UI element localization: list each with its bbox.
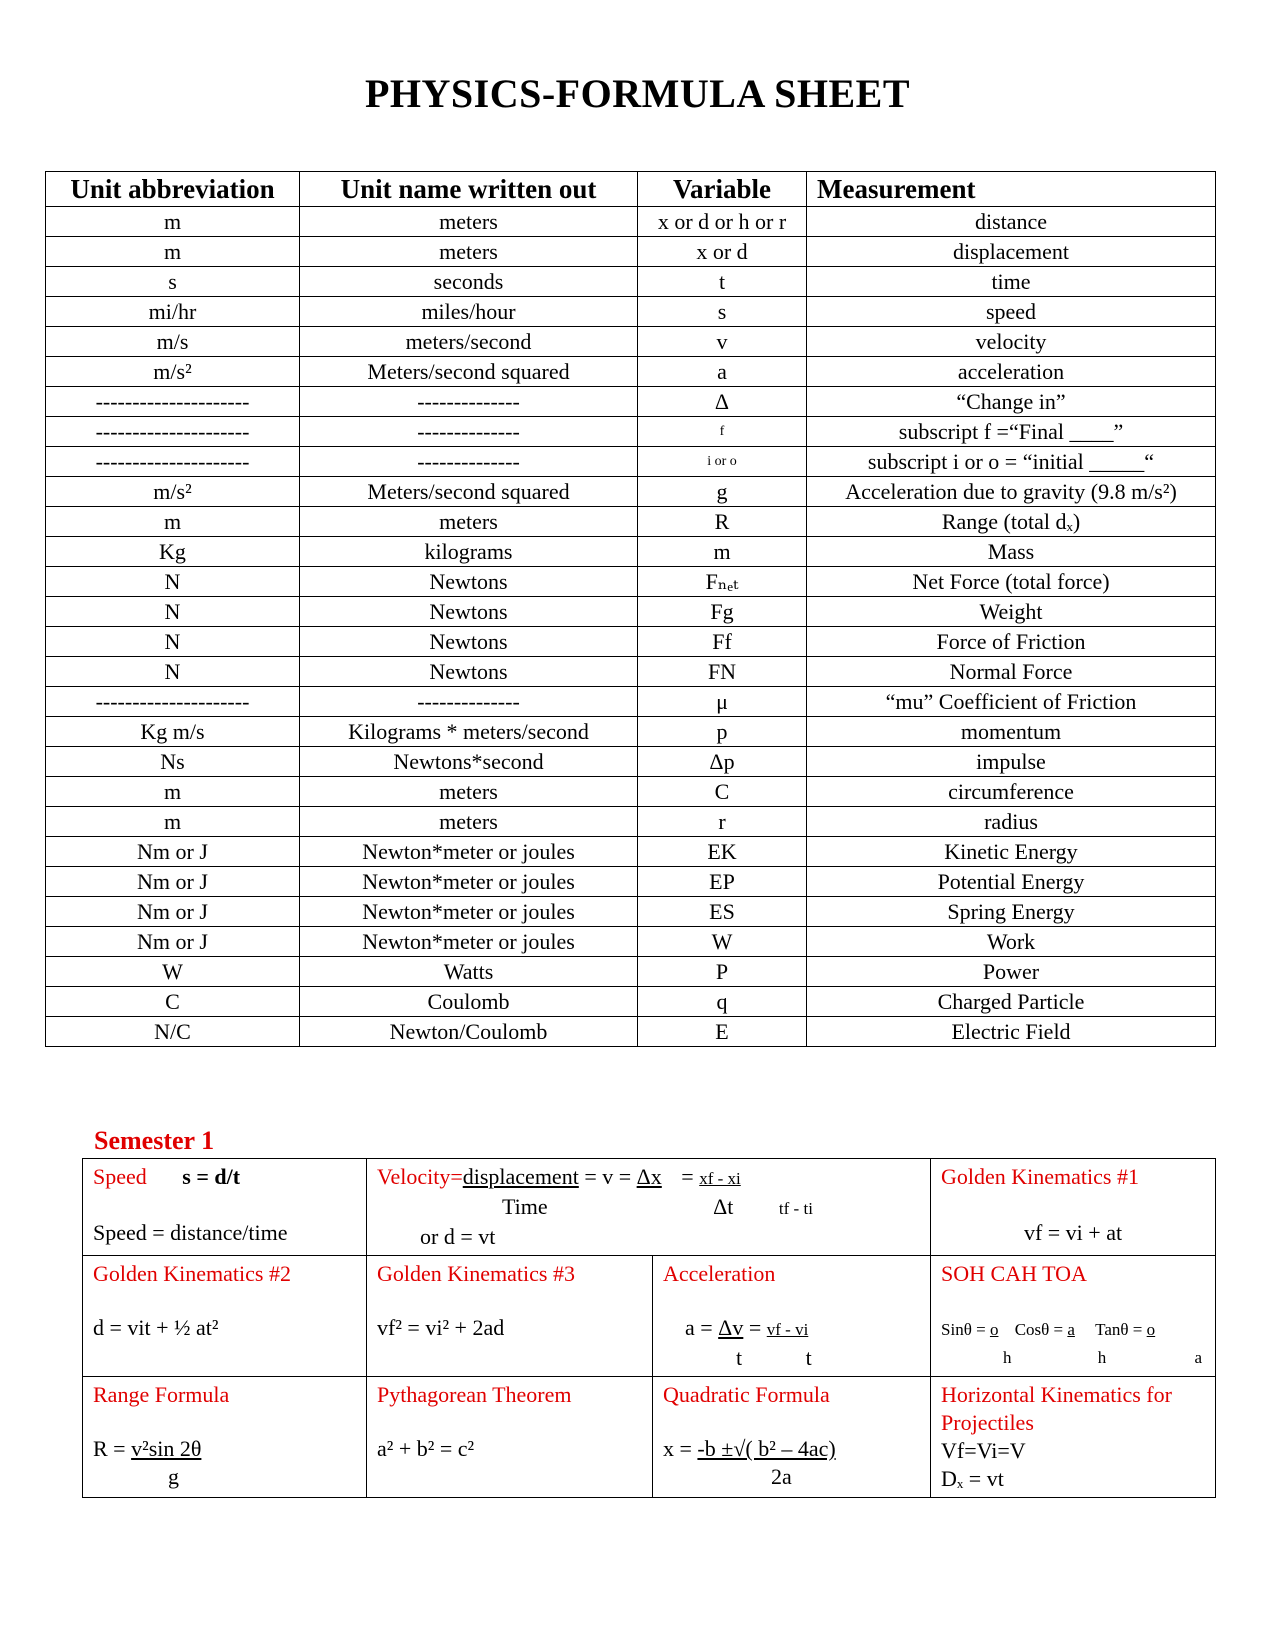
acceleration-lhs: a = [685,1315,713,1340]
semester-title: Semester 1 [94,1126,215,1155]
variable-cell: P [638,957,807,987]
variable-cell: Fg [638,597,807,627]
range-lhs: R = [93,1436,126,1461]
formula-row [83,1377,1216,1498]
unit-abbreviation-cell: N [46,597,300,627]
unit-abbreviation-cell: m [46,807,300,837]
acceleration-delta-v: Δv [718,1315,744,1340]
soh-cah-toa-cell [931,1256,1216,1377]
measurement-cell: subscript i or o = “initial _____“ [807,447,1216,477]
formula-row [83,1159,1216,1256]
measurement-cell: radius [807,807,1216,837]
variable-cell: m [638,537,807,567]
unit-abbreviation-cell: m [46,777,300,807]
unit-abbreviation-cell: W [46,957,300,987]
table-row [46,927,1216,957]
acceleration-v-diff: vf - vi [766,1320,809,1339]
unit-name-cell: Newtons [300,657,638,687]
unit-name-cell: Kilograms * meters/second [300,717,638,747]
unit-abbreviation-cell: N [46,657,300,687]
unit-abbreviation-cell: m [46,207,300,237]
gk1-formula: vf = vi + at [1023,1220,1123,1245]
table-row [46,807,1216,837]
table-row [46,957,1216,987]
gk2-cell [83,1256,367,1377]
table-row [46,687,1216,717]
table-row [46,567,1216,597]
table-row [46,717,1216,747]
measurement-cell: “mu” Coefficient of Friction [807,687,1216,717]
unit-abbreviation-cell: Nm or J [46,927,300,957]
variable-cell: EK [638,837,807,867]
velocity-eq: = v = [584,1164,632,1189]
tan-label: Tanθ = [1095,1320,1143,1339]
acceleration-den2: t [805,1345,812,1370]
gk2-formula: d = vit + ½ at² [93,1315,219,1340]
unit-name-cell: Newtons [300,597,638,627]
unit-abbreviation-cell: Ns [46,747,300,777]
unit-name-cell: Newtons [300,567,638,597]
table-row [46,1017,1216,1047]
sin-num: o [989,1320,999,1339]
variable-cell: W [638,927,807,957]
variable-cell: Fₙₑₜ [638,567,807,597]
unit-abbreviation-cell: --------------------- [46,417,300,447]
unit-name-cell: Coulomb [300,987,638,1017]
acceleration-eq: = [748,1315,762,1340]
variable-cell: i or o [638,447,807,477]
quadratic-lhs: x = [663,1436,692,1461]
table-row [46,537,1216,567]
variable-cell: Δ [638,387,807,417]
measurement-cell: Potential Energy [807,867,1216,897]
unit-abbreviation-cell: N [46,627,300,657]
variable-cell: a [638,357,807,387]
unit-abbreviation-cell: m/s [46,327,300,357]
unit-name-cell: Meters/second squared [300,357,638,387]
unit-name-cell: meters [300,777,638,807]
header-unit-abbreviation: Unit abbreviation [46,172,300,207]
measurement-cell: Electric Field [807,1017,1216,1047]
unit-name-cell: Newton/Coulomb [300,1017,638,1047]
tan-den: a [1194,1348,1203,1367]
unit-abbreviation-cell: m [46,237,300,267]
acceleration-cell [653,1256,931,1377]
measurement-cell: velocity [807,327,1216,357]
table-row [46,447,1216,477]
unit-name-cell: -------------- [300,687,638,717]
measurement-cell: impulse [807,747,1216,777]
range-cell [83,1377,367,1498]
table-row [46,237,1216,267]
variable-cell: v [638,327,807,357]
table-row [46,897,1216,927]
soh-cah-toa-label: SOH CAH TOA [941,1261,1087,1286]
measurement-cell: time [807,267,1216,297]
speed-formula: s = d/t [182,1164,241,1189]
unit-name-cell: Watts [300,957,638,987]
table-row [46,777,1216,807]
measurement-cell: Force of Friction [807,627,1216,657]
measurement-cell: Range (total dₓ) [807,507,1216,537]
measurement-cell: Kinetic Energy [807,837,1216,867]
velocity-delta-x: Δx [636,1164,662,1189]
acceleration-label: Acceleration [663,1261,776,1286]
measurement-cell: circumference [807,777,1216,807]
measurement-cell: Mass [807,537,1216,567]
header-unit-name: Unit name written out [300,172,638,207]
velocity-x-diff: xf - xi [699,1169,741,1188]
speed-cell [83,1159,367,1256]
sin-den: h [1003,1348,1012,1367]
variable-cell: R [638,507,807,537]
measurement-cell: speed [807,297,1216,327]
unit-name-cell: kilograms [300,537,638,567]
gk1-label: Golden Kinematics #1 [941,1164,1139,1189]
unit-name-cell: -------------- [300,387,638,417]
quadratic-cell [653,1377,931,1498]
horizontal-kinematics-line2: Dₓ = vt [941,1466,1004,1491]
unit-abbreviation-cell: mi/hr [46,297,300,327]
horizontal-kinematics-line1: Vf=Vi=V [941,1438,1026,1463]
speed-label: Speed [93,1164,147,1189]
measurement-cell: Weight [807,597,1216,627]
pythagorean-formula: a² + b² = c² [377,1436,475,1461]
variable-cell: s [638,297,807,327]
table-row [46,507,1216,537]
unit-abbreviation-cell: Kg m/s [46,717,300,747]
velocity-delta-t: Δt [713,1194,734,1219]
header-measurement: Measurement [807,172,1216,207]
unit-name-cell: meters [300,507,638,537]
measurement-cell: Work [807,927,1216,957]
page-title: PHYSICS-FORMULA SHEET [364,71,911,116]
gk3-formula: vf² = vi² + 2ad [377,1315,505,1340]
measurement-cell: Spring Energy [807,897,1216,927]
horizontal-kinematics-label: Horizontal Kinematics for Projectiles [941,1382,1172,1435]
measurement-cell: subscript f =“Final ____” [807,417,1216,447]
unit-abbreviation-cell: Nm or J [46,867,300,897]
speed-words: Speed = distance/time [93,1220,288,1245]
measurement-cell: displacement [807,237,1216,267]
unit-name-cell: -------------- [300,447,638,477]
velocity-numerator: displacement [462,1164,579,1189]
range-denominator: g [168,1464,179,1489]
tan-num: o [1146,1320,1156,1339]
unit-name-cell: Newton*meter or joules [300,867,638,897]
header-variable: Variable [638,172,807,207]
table-row [46,207,1216,237]
variable-cell: f [638,417,807,447]
velocity-alt: or d = vt [420,1224,496,1249]
variable-cell: t [638,267,807,297]
unit-name-cell: meters [300,807,638,837]
table-row [46,327,1216,357]
quadratic-numerator: -b ±√( b² – 4ac) [697,1436,836,1461]
measurement-cell: acceleration [807,357,1216,387]
measurement-cell: “Change in” [807,387,1216,417]
table-row [46,657,1216,687]
unit-name-cell: Newton*meter or joules [300,897,638,927]
quadratic-label: Quadratic Formula [663,1382,830,1407]
unit-name-cell: Newton*meter or joules [300,927,638,957]
variable-cell: μ [638,687,807,717]
cos-den: h [1097,1348,1107,1367]
unit-name-cell: Newtons*second [300,747,638,777]
velocity-t-diff: tf - ti [778,1199,813,1218]
unit-abbreviation-cell: N [46,567,300,597]
unit-abbreviation-cell: m [46,507,300,537]
gk2-label: Golden Kinematics #2 [93,1261,291,1286]
table-row [46,417,1216,447]
measurement-cell: distance [807,207,1216,237]
gk1-cell [931,1159,1216,1256]
unit-abbreviation-cell: Nm or J [46,897,300,927]
table-row [46,387,1216,417]
variable-cell: x or d [638,237,807,267]
variable-cell: g [638,477,807,507]
variable-cell: ES [638,897,807,927]
unit-name-cell: meters/second [300,327,638,357]
variable-cell: C [638,777,807,807]
measurement-cell: Acceleration due to gravity (9.8 m/s²) [807,477,1216,507]
unit-name-cell: Meters/second squared [300,477,638,507]
unit-name-cell: miles/hour [300,297,638,327]
velocity-eq2: = [681,1164,694,1189]
table-row [46,267,1216,297]
pythagorean-cell [367,1377,653,1498]
variable-cell: q [638,987,807,1017]
measurement-cell: momentum [807,717,1216,747]
unit-name-cell: -------------- [300,417,638,447]
unit-name-cell: meters [300,207,638,237]
unit-abbreviation-cell: s [46,267,300,297]
table-row [46,477,1216,507]
variable-cell: p [638,717,807,747]
unit-abbreviation-cell: --------------------- [46,687,300,717]
variable-cell: E [638,1017,807,1047]
unit-name-cell: meters [300,237,638,267]
table-row [46,627,1216,657]
unit-abbreviation-cell: m/s² [46,477,300,507]
table-row [46,357,1216,387]
acceleration-den1: t [736,1345,743,1370]
units-table-header [46,172,1216,207]
range-label: Range Formula [93,1382,230,1407]
unit-abbreviation-cell: --------------------- [46,387,300,417]
table-row [46,987,1216,1017]
table-row [46,837,1216,867]
gk3-label: Golden Kinematics #3 [377,1261,575,1286]
unit-abbreviation-cell: --------------------- [46,447,300,477]
unit-abbreviation-cell: Kg [46,537,300,567]
formula-table [82,1158,1216,1498]
variable-cell: Ff [638,627,807,657]
variable-cell: x or d or h or r [638,207,807,237]
cos-label: Cosθ = [1014,1320,1064,1339]
velocity-denominator: Time [502,1194,548,1219]
unit-name-cell: Newtons [300,627,638,657]
variable-cell: EP [638,867,807,897]
table-row [46,597,1216,627]
quadratic-denominator: 2a [771,1464,792,1489]
formula-row [83,1256,1216,1377]
table-row [46,747,1216,777]
unit-abbreviation-cell: m/s² [46,357,300,387]
variable-cell: r [638,807,807,837]
units-table [45,171,1216,1047]
measurement-cell: Normal Force [807,657,1216,687]
velocity-label: Velocity= [377,1164,463,1189]
gk3-cell [367,1256,653,1377]
velocity-cell [367,1159,931,1256]
measurement-cell: Charged Particle [807,987,1216,1017]
cos-num: a [1067,1320,1075,1339]
variable-cell: FN [638,657,807,687]
measurement-cell: Power [807,957,1216,987]
pythagorean-label: Pythagorean Theorem [377,1382,572,1407]
measurement-cell: Net Force (total force) [807,567,1216,597]
range-numerator: v²sin 2θ [131,1436,202,1461]
table-row [46,297,1216,327]
variable-cell: Δp [638,747,807,777]
horizontal-kinematics-cell [931,1377,1216,1498]
unit-name-cell: seconds [300,267,638,297]
unit-name-cell: Newton*meter or joules [300,837,638,867]
unit-abbreviation-cell: N/C [46,1017,300,1047]
unit-abbreviation-cell: C [46,987,300,1017]
unit-abbreviation-cell: Nm or J [46,837,300,867]
sin-label: Sinθ = [941,1320,986,1339]
table-row [46,867,1216,897]
